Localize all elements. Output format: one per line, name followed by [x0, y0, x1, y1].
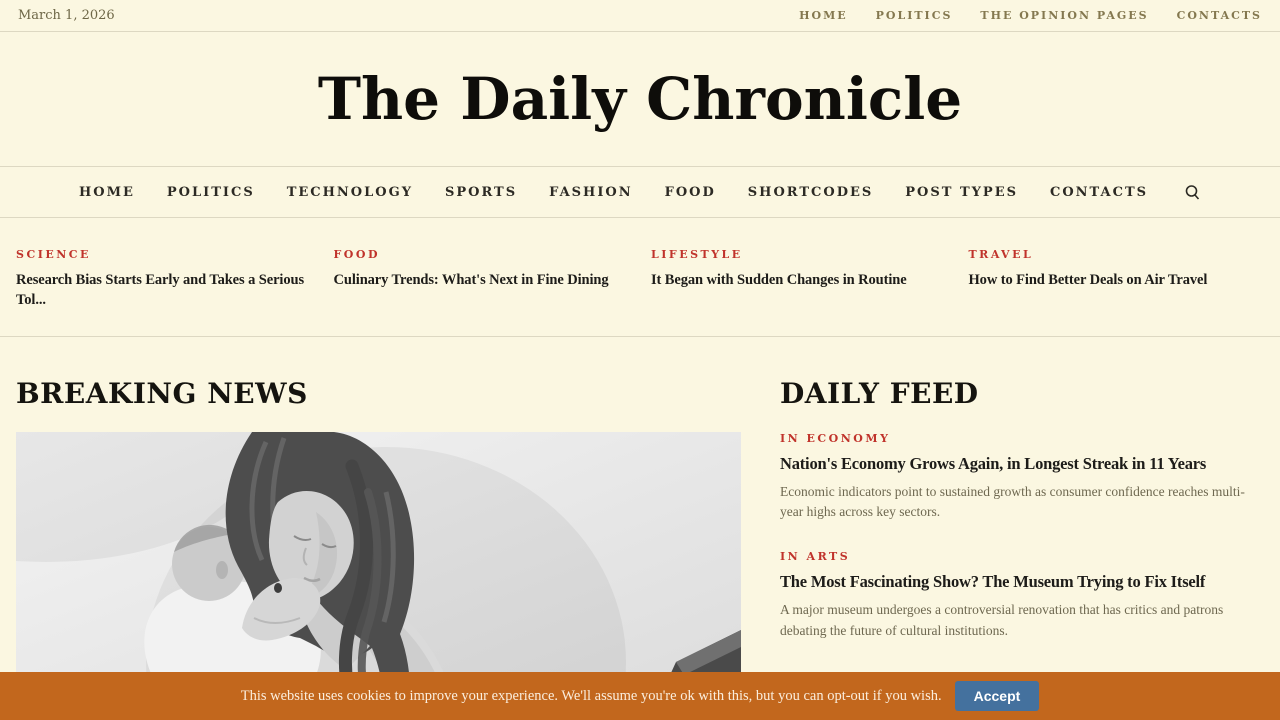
masthead	[0, 32, 1280, 167]
topbar-menu	[799, 9, 1262, 22]
nav-item-politics[interactable]: POLITICS	[166, 184, 255, 200]
cookie-message: This website uses cookies to improve your experience. We'll assume you're ok with this, but you can opt-out if you wish.	[240, 687, 942, 704]
topbar-item-home[interactable]: HOME	[799, 9, 848, 22]
nav-item-food[interactable]: FOOD	[664, 184, 716, 200]
nav-item-post-types[interactable]: POST TYPES	[905, 184, 1018, 200]
feed-item	[780, 432, 1264, 523]
daily-feed-heading: DAILY FEED	[780, 377, 979, 411]
search-button[interactable]	[1184, 184, 1201, 201]
feed-excerpt: Economic indicators point to sustained growth as consumer confidence reaches multi-year highs across key sectors.	[780, 483, 1245, 520]
ticker-category[interactable]: FOOD	[333, 248, 381, 261]
feed-excerpt: A major museum undergoes a controversial renovation that has critics and patrons debating the future of cultural institutions.	[780, 601, 1224, 638]
breaking-news-section	[16, 377, 741, 720]
ticker-headline[interactable]: It Began with Sudden Changes in Routine	[651, 272, 907, 288]
feed-kicker[interactable]: IN ECONOMY	[780, 432, 891, 446]
accept-button[interactable]: Accept	[955, 681, 1040, 711]
ticker-item	[334, 248, 630, 310]
top-bar	[0, 0, 1280, 32]
daily-feed-section	[780, 377, 1264, 720]
ticker-headline[interactable]: Culinary Trends: What's Next in Fine Dining	[333, 272, 609, 288]
date-label: March 1, 2026	[18, 8, 115, 23]
nav-item-sports[interactable]: SPORTS	[444, 184, 518, 200]
ticker-category[interactable]: TRAVEL	[968, 248, 1034, 261]
ticker-headline[interactable]: Research Bias Starts Early and Takes a Serious Tol...	[16, 272, 304, 308]
feed-item	[780, 550, 1264, 641]
nav-item-home[interactable]: HOME	[78, 184, 135, 200]
nav-item-technology[interactable]: TECHNOLOGY	[286, 184, 413, 200]
topbar-item-politics[interactable]: POLITICS	[875, 9, 953, 22]
ticker-category[interactable]: LIFESTYLE	[651, 248, 743, 261]
ticker-item	[16, 248, 312, 310]
breaking-news-heading: BREAKING NEWS	[16, 377, 308, 411]
ticker-item	[651, 248, 947, 310]
main-nav	[0, 167, 1280, 218]
feed-title[interactable]: The Most Fascinating Show? The Museum Trying to Fix Itself	[780, 572, 1206, 592]
cookie-banner	[0, 672, 1280, 720]
main-content	[0, 337, 1280, 720]
nav-item-shortcodes[interactable]: SHORTCODES	[747, 184, 874, 200]
nav-item-contacts[interactable]: CONTACTS	[1050, 184, 1149, 200]
nav-item-fashion[interactable]: FASHION	[549, 184, 633, 200]
feed-kicker[interactable]: IN ARTS	[780, 550, 851, 564]
ticker-row	[0, 218, 1280, 337]
ticker-category[interactable]: SCIENCE	[16, 248, 91, 261]
search-icon	[1184, 184, 1201, 201]
ticker-item	[969, 248, 1265, 310]
site-title[interactable]: The Daily Chronicle	[317, 65, 963, 133]
topbar-item-contacts[interactable]: CONTACTS	[1176, 9, 1262, 22]
feed-title[interactable]: Nation's Economy Grows Again, in Longest Streak in 11 Years	[780, 454, 1207, 474]
topbar-item-opinion-pages[interactable]: THE OPINION PAGES	[980, 9, 1149, 22]
ticker-headline[interactable]: How to Find Better Deals on Air Travel	[968, 272, 1208, 288]
